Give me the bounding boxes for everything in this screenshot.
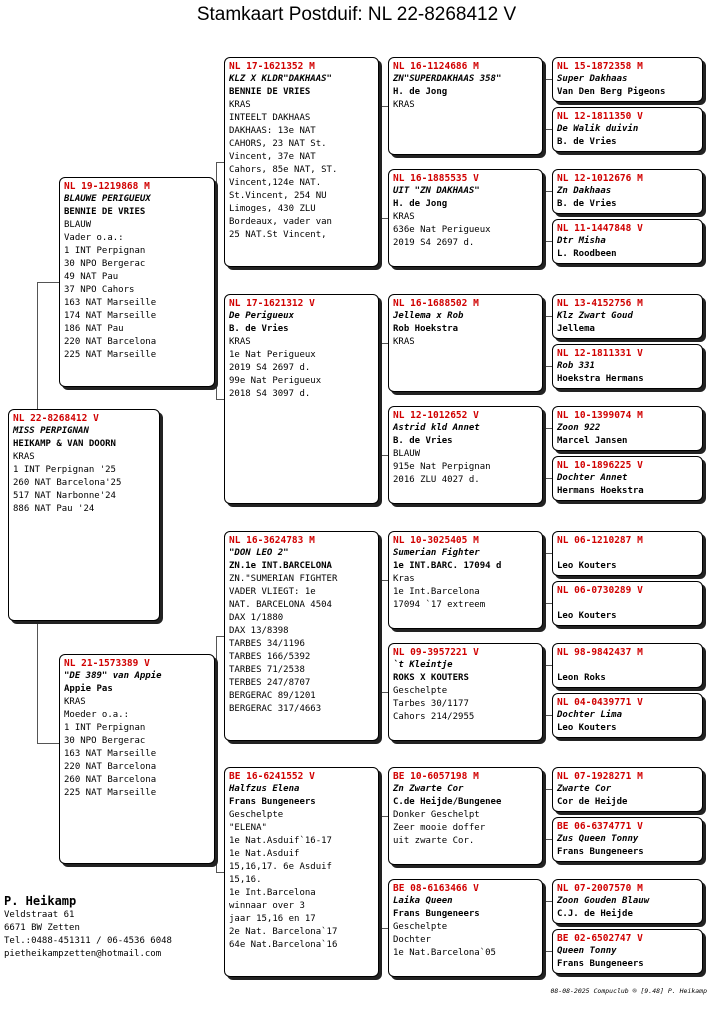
pigeon-detail-line: 37 NPO Cahors bbox=[64, 285, 135, 295]
pigeon-name: Zwarte Cor bbox=[557, 784, 612, 794]
pigeon-detail-line: CAHORS, 23 NAT St. bbox=[229, 139, 327, 149]
ring-number: NL 17-1621352 M bbox=[229, 61, 315, 72]
connector-line bbox=[380, 106, 388, 107]
pigeon-detail-line: 64e Nat.Barcelona`16 bbox=[229, 940, 338, 950]
footer-print-info: 08-08-2025 Compuclub ® [9.48] P. Heikamp bbox=[550, 987, 707, 995]
connector-line bbox=[544, 428, 552, 429]
pigeon-detail-line: 49 NAT Pau bbox=[64, 272, 119, 282]
pigeon-owner: Frans Bungeneers bbox=[557, 959, 644, 969]
pigeon-owner: C.J. de Heijde bbox=[557, 909, 633, 919]
pigeon-detail-line: 2019 S4 2697 d. bbox=[393, 238, 475, 248]
breeder-name: P. Heikamp bbox=[4, 894, 77, 908]
connector-line bbox=[380, 106, 381, 218]
pigeon-owner: Appie Pas bbox=[64, 684, 113, 694]
pigeon-detail-line: 517 NAT Narbonne'24 bbox=[13, 491, 116, 501]
pigeon-detail-line: DAKHAAS: 13e NAT bbox=[229, 126, 316, 136]
connector-line bbox=[544, 665, 545, 715]
pigeon-card-sss[interactable] bbox=[388, 57, 543, 155]
pigeon-detail-line: 2e Nat. Barcelona`17 bbox=[229, 927, 338, 937]
pigeon-owner: BENNIE DE VRIES bbox=[229, 87, 311, 97]
pigeon-owner: ROKS X KOUTERS bbox=[393, 673, 469, 683]
pigeon-detail-line: 1e Nat.Asduif`16-17 bbox=[229, 836, 332, 846]
connector-line bbox=[544, 951, 552, 952]
pigeon-detail-line: KRAS bbox=[64, 697, 86, 707]
pigeon-owner: Cor de Heijde bbox=[557, 797, 628, 807]
connector-line bbox=[544, 191, 552, 192]
pigeon-card-g5[interactable] bbox=[552, 294, 703, 339]
pigeon-detail-line: 1e Nat.Barcelona`05 bbox=[393, 948, 496, 958]
connector-line bbox=[216, 399, 224, 400]
pigeon-detail-line: TARBES 166/5392 bbox=[229, 652, 311, 662]
pigeon-detail-line: 174 NAT Marseille bbox=[64, 311, 157, 321]
pigeon-detail-line: 15,16,17. 6e Asduif bbox=[229, 862, 332, 872]
ring-number: NL 07-1928271 M bbox=[557, 771, 643, 782]
pigeon-detail-line: 30 NPO Bergerac bbox=[64, 259, 146, 269]
pigeon-card-dds[interactable] bbox=[388, 767, 543, 865]
connector-line bbox=[544, 191, 545, 241]
connector-line bbox=[544, 428, 545, 478]
ring-number: NL 11-1447848 V bbox=[557, 223, 643, 234]
ring-number: NL 10-3025405 M bbox=[393, 535, 479, 546]
ring-number: NL 16-1124686 M bbox=[393, 61, 479, 72]
connector-line bbox=[544, 789, 552, 790]
pigeon-owner: HEIKAMP & VAN DOORN bbox=[13, 439, 116, 449]
connector-line bbox=[544, 316, 552, 317]
pigeon-detail-line: Vader o.a.: bbox=[64, 233, 124, 243]
pigeon-card-g9[interactable] bbox=[552, 531, 703, 576]
pigeon-owner: BENNIE DE VRIES bbox=[64, 207, 146, 217]
pigeon-detail-line: ZN."SUMERIAN FIGHTER bbox=[229, 574, 338, 584]
pigeon-name: Rob 331 bbox=[557, 361, 595, 371]
pigeon-owner: 1e INT.BARC. 17094 d bbox=[393, 561, 502, 571]
connector-line bbox=[544, 316, 545, 366]
connector-line bbox=[544, 79, 552, 80]
ring-number: NL 12-1012652 V bbox=[393, 410, 479, 421]
pigeon-detail-line: Geschelpte bbox=[393, 922, 448, 932]
ring-number: NL 17-1621312 V bbox=[229, 298, 315, 309]
pigeon-name: Klz Zwart Goud bbox=[557, 311, 633, 321]
ring-number: NL 12-1811331 V bbox=[557, 348, 643, 359]
pigeon-detail-line: 2016 ZLU 4027 d. bbox=[393, 475, 480, 485]
connector-line bbox=[37, 743, 59, 744]
pigeon-detail-line: BLAUW bbox=[393, 449, 421, 459]
connector-line bbox=[380, 580, 388, 581]
pigeon-detail-line: KRAS bbox=[393, 337, 415, 347]
pigeon-name: Dtr Misha bbox=[557, 236, 606, 246]
pigeon-detail-line: "ELENA" bbox=[229, 823, 267, 833]
pigeon-owner: ZN.1e INT.BARCELONA bbox=[229, 561, 332, 571]
pigeon-name: ZN"SUPERDAKHAAS 358" bbox=[393, 74, 502, 84]
pigeon-detail-line: DAX 1/1880 bbox=[229, 613, 284, 623]
pigeon-detail-line: Vincent, 37e NAT bbox=[229, 152, 316, 162]
pigeon-detail-line: BLAUW bbox=[64, 220, 92, 230]
pigeon-card-g16[interactable] bbox=[552, 929, 703, 974]
pigeon-name: De Perigueux bbox=[229, 311, 295, 321]
connector-line bbox=[544, 553, 552, 554]
connector-line bbox=[216, 636, 217, 872]
ring-number: NL 22-8268412 V bbox=[13, 413, 99, 424]
pigeon-name: UIT "ZN DAKHAAS" bbox=[393, 186, 480, 196]
ring-number: NL 09-3957221 V bbox=[393, 647, 479, 658]
pigeon-detail-line: Kras bbox=[393, 574, 415, 584]
connector-line bbox=[544, 715, 552, 716]
pigeon-name: Zoon Gouden Blauw bbox=[557, 896, 650, 906]
ring-number: BE 10-6057198 M bbox=[393, 771, 479, 782]
pigeon-name: Dochter Lima bbox=[557, 710, 623, 720]
ring-number: NL 10-1399074 M bbox=[557, 410, 643, 421]
pigeon-name: Laika Queen bbox=[393, 896, 453, 906]
pigeon-detail-line: Geschelpte bbox=[393, 686, 448, 696]
pigeon-owner: Frans Bungeneers bbox=[393, 909, 480, 919]
pigeon-name bbox=[557, 597, 698, 610]
pigeon-detail-line: 30 NPO Bergerac bbox=[64, 736, 146, 746]
pigeon-card-g13[interactable] bbox=[552, 767, 703, 812]
pigeon-owner: B. de Vries bbox=[229, 324, 289, 334]
pigeon-detail-line: 163 NAT Marseille bbox=[64, 298, 157, 308]
pigeon-owner: Jellema bbox=[557, 324, 595, 334]
page-title: Stamkaart Postduif: NL 22-8268412 V bbox=[196, 4, 517, 25]
ring-number: NL 16-1688502 M bbox=[393, 298, 479, 309]
ring-number: NL 06-1210287 M bbox=[557, 535, 643, 546]
ring-number: BE 06-6374771 V bbox=[557, 821, 643, 832]
pigeon-name bbox=[557, 659, 698, 672]
pigeon-detail-line: 915e Nat Perpignan bbox=[393, 462, 491, 472]
connector-line bbox=[216, 162, 217, 399]
pigeon-detail-line: Geschelpte bbox=[229, 810, 284, 820]
pigeon-owner: L. Roodbeen bbox=[557, 249, 617, 259]
ring-number: NL 12-1012676 M bbox=[557, 173, 643, 184]
pigeon-name: Zoon 922 bbox=[557, 423, 601, 433]
breeder-phone: Tel.:0488-451311 / 06-4536 6048 bbox=[4, 936, 172, 946]
connector-line bbox=[37, 282, 59, 283]
connector-line bbox=[380, 218, 388, 219]
connector-line bbox=[544, 366, 552, 367]
breeder-city: 6671 BW Zetten bbox=[4, 923, 80, 933]
pigeon-card-dam-sire[interactable] bbox=[224, 531, 379, 741]
connector-line bbox=[544, 129, 552, 130]
pigeon-card-g14[interactable] bbox=[552, 817, 703, 862]
pigeon-detail-line: St.Vincent, 254 NU bbox=[229, 191, 327, 201]
pigeon-detail-line: 1 INT Perpignan bbox=[64, 246, 146, 256]
pigeon-detail-line: Vincent,124e NAT. bbox=[229, 178, 322, 188]
ring-number: NL 04-0439771 V bbox=[557, 697, 643, 708]
pigeon-card-g7[interactable] bbox=[552, 406, 703, 451]
pigeon-detail-line: BERGERAC 317/4663 bbox=[229, 704, 322, 714]
connector-line bbox=[37, 621, 38, 743]
pigeon-card-g8[interactable] bbox=[552, 456, 703, 501]
pigeon-detail-line: Tarbes 30/1177 bbox=[393, 699, 469, 709]
pigeon-detail-line: 17094 `17 extreem bbox=[393, 600, 486, 610]
pigeon-detail-line: 1 INT Perpignan bbox=[64, 723, 146, 733]
pigeon-detail-line: 225 NAT Marseille bbox=[64, 788, 157, 798]
connector-line bbox=[380, 343, 381, 455]
pigeon-card-dam[interactable] bbox=[59, 654, 215, 864]
pigeon-name: Dochter Annet bbox=[557, 473, 628, 483]
pigeon-name: MISS PERPIGNAN bbox=[13, 426, 89, 436]
pigeon-owner: Leo Kouters bbox=[557, 611, 617, 621]
pigeon-name: "DON LEO 2" bbox=[229, 548, 289, 558]
pigeon-detail-line: Bordeaux, vader van bbox=[229, 217, 332, 227]
connector-line bbox=[380, 928, 388, 929]
pigeon-detail-line: 220 NAT Barcelona bbox=[64, 337, 157, 347]
pigeon-owner: Hermans Hoekstra bbox=[557, 486, 644, 496]
pigeon-card-dam-dam[interactable] bbox=[224, 767, 379, 977]
pigeon-detail-line: 99e Nat Perigueux bbox=[229, 376, 322, 386]
pigeon-detail-line: 225 NAT Marseille bbox=[64, 350, 157, 360]
ring-number: NL 19-1219868 M bbox=[64, 181, 150, 192]
breeder-address bbox=[4, 893, 172, 961]
ring-number: NL 16-3624783 M bbox=[229, 535, 315, 546]
pigeon-card-g12[interactable] bbox=[552, 693, 703, 738]
pigeon-name: Zus Queen Tonny bbox=[557, 834, 639, 844]
pigeon-detail-line: 2018 S4 3097 d. bbox=[229, 389, 311, 399]
pigeon-card-sire[interactable] bbox=[59, 177, 215, 387]
pigeon-detail-line: KRAS bbox=[393, 100, 415, 110]
ring-number: BE 16-6241552 V bbox=[229, 771, 315, 782]
pigeon-detail-line: Cahors 214/2955 bbox=[393, 712, 475, 722]
pigeon-detail-line: 186 NAT Pau bbox=[64, 324, 124, 334]
connector-line bbox=[380, 455, 388, 456]
pigeon-card-g6[interactable] bbox=[552, 344, 703, 389]
pigeon-detail-line: winnaar over 3 bbox=[229, 901, 305, 911]
connector-line bbox=[544, 665, 552, 666]
breeder-email[interactable]: pietheikampzetten@hotmail.com bbox=[4, 949, 162, 959]
connector-line bbox=[216, 162, 224, 163]
pigeon-card-g2[interactable] bbox=[552, 107, 703, 152]
pigeon-detail-line: 25 NAT.St Vincent, bbox=[229, 230, 327, 240]
pigeon-detail-line: Donker Geschelpt bbox=[393, 810, 480, 820]
connector-line bbox=[544, 553, 545, 603]
pigeon-card-g4[interactable] bbox=[552, 219, 703, 264]
pigeon-detail-line: 1e Int.Barcelona bbox=[229, 888, 316, 898]
pigeon-detail-line: KRAS bbox=[229, 337, 251, 347]
pigeon-card-ddd[interactable] bbox=[388, 879, 543, 977]
ring-number: NL 21-1573389 V bbox=[64, 658, 150, 669]
pigeon-name: Sumerian Fighter bbox=[393, 548, 480, 558]
pigeon-owner: B. de Vries bbox=[557, 199, 617, 209]
connector-line bbox=[544, 789, 545, 839]
pigeon-name: BLAUWE PERIGUEUX bbox=[64, 194, 151, 204]
connector-line bbox=[544, 241, 552, 242]
connector-line bbox=[216, 872, 224, 873]
pigeon-detail-line: 886 NAT Pau '24 bbox=[13, 504, 95, 514]
pigeon-name: `t Kleintje bbox=[393, 660, 453, 670]
ring-number: NL 10-1896225 V bbox=[557, 460, 643, 471]
connector-line bbox=[544, 603, 552, 604]
ring-number: BE 08-6163466 V bbox=[393, 883, 479, 894]
pigeon-detail-line: TERBES 247/8707 bbox=[229, 678, 311, 688]
connector-line bbox=[544, 839, 552, 840]
ring-number: NL 13-4152756 M bbox=[557, 298, 643, 309]
connector-line bbox=[37, 282, 38, 409]
pigeon-detail-line: TARBES 34/1196 bbox=[229, 639, 305, 649]
pigeon-card-sds[interactable] bbox=[388, 294, 543, 392]
pigeon-owner: H. de Jong bbox=[393, 87, 448, 97]
pigeon-detail-line: Dochter bbox=[393, 935, 431, 945]
pigeon-detail-line: KRAS bbox=[393, 212, 415, 222]
pigeon-name: Halfzus Elena bbox=[229, 784, 300, 794]
pigeon-card-ssd[interactable] bbox=[388, 169, 543, 267]
pigeon-detail-line: Cahors, 85e NAT, ST. bbox=[229, 165, 338, 175]
connector-line bbox=[544, 901, 545, 951]
pigeon-detail-line: 2019 S4 2697 d. bbox=[229, 363, 311, 373]
pigeon-detail-line: KRAS bbox=[13, 452, 35, 462]
pigeon-detail-line: INTEELT DAKHAAS bbox=[229, 113, 311, 123]
pigeon-detail-line: 1e Nat Perigueux bbox=[229, 350, 316, 360]
pigeon-card-sdd[interactable] bbox=[388, 406, 543, 504]
pigeon-detail-line: VADER VLIEGT: 1e bbox=[229, 587, 316, 597]
pigeon-owner: Frans Bungeneers bbox=[557, 847, 644, 857]
pigeon-card-subject[interactable] bbox=[8, 409, 160, 621]
pigeon-detail-line: jaar 15,16 en 17 bbox=[229, 914, 316, 924]
pigeon-detail-line: 260 NAT Barcelona bbox=[64, 775, 157, 785]
pigeon-detail-line: 1 INT Perpignan '25 bbox=[13, 465, 116, 475]
pigeon-name: Queen Tonny bbox=[557, 946, 617, 956]
pigeon-card-g10[interactable] bbox=[552, 581, 703, 626]
connector-line bbox=[380, 816, 381, 928]
pigeon-owner: Van Den Berg Pigeons bbox=[557, 87, 666, 97]
pigeon-name: "DE 389" van Appie bbox=[64, 671, 162, 681]
ring-number: NL 12-1811350 V bbox=[557, 111, 643, 122]
pigeon-owner: B. de Vries bbox=[393, 436, 453, 446]
pigeon-owner: C.de Heijde/Bungenee bbox=[393, 797, 502, 807]
breeder-street: Veldstraat 61 bbox=[4, 910, 75, 920]
pigeon-detail-line: Moeder o.a.: bbox=[64, 710, 130, 720]
pigeon-detail-line: 15,16. bbox=[229, 875, 262, 885]
ring-number: NL 16-1885535 V bbox=[393, 173, 479, 184]
ring-number: NL 15-1872358 M bbox=[557, 61, 643, 72]
pigeon-detail-line: Zeer mooie doffer bbox=[393, 823, 486, 833]
pigeon-detail-line: uit zwarte Cor. bbox=[393, 836, 475, 846]
pigeon-name: Jellema x Rob bbox=[393, 311, 464, 321]
connector-line bbox=[380, 343, 388, 344]
connector-line bbox=[544, 478, 552, 479]
pigeon-detail-line: TARBES 71/2538 bbox=[229, 665, 305, 675]
connector-line bbox=[380, 816, 388, 817]
pigeon-owner: Frans Bungeneers bbox=[229, 797, 316, 807]
pigeon-owner: Marcel Jansen bbox=[557, 436, 628, 446]
pigeon-detail-line: 1e Nat.Asduif bbox=[229, 849, 300, 859]
pigeon-card-dsd[interactable] bbox=[388, 643, 543, 741]
pigeon-card-sire-sire[interactable] bbox=[224, 57, 379, 267]
connector-line bbox=[380, 580, 381, 692]
pigeon-detail-line: DAX 13/8398 bbox=[229, 626, 289, 636]
pigeon-card-g3[interactable] bbox=[552, 169, 703, 214]
pigeon-name: Zn Zwarte Cor bbox=[393, 784, 464, 794]
pigeon-owner: H. de Jong bbox=[393, 199, 448, 209]
pigeon-card-g11[interactable] bbox=[552, 643, 703, 688]
pigeon-owner: B. de Vries bbox=[557, 137, 617, 147]
connector-line bbox=[216, 636, 224, 637]
pigeon-card-g1[interactable] bbox=[552, 57, 703, 102]
pigeon-name: KLZ X KLDR"DAKHAAS" bbox=[229, 74, 332, 84]
pigeon-detail-line: NAT. BARCELONA 4504 bbox=[229, 600, 332, 610]
pigeon-name: Zn Dakhaas bbox=[557, 186, 612, 196]
pigeon-detail-line: 220 NAT Barcelona bbox=[64, 762, 157, 772]
connector-line bbox=[380, 692, 388, 693]
pigeon-card-sire-dam[interactable] bbox=[224, 294, 379, 504]
pigeon-owner: Hoekstra Hermans bbox=[557, 374, 644, 384]
ring-number: NL 06-0730289 V bbox=[557, 585, 643, 596]
pigeon-detail-line: 1e Int.Barcelona bbox=[393, 587, 480, 597]
connector-line bbox=[544, 79, 545, 129]
pigeon-detail-line: 636e Nat Perigueux bbox=[393, 225, 491, 235]
pigeon-detail-line: 260 NAT Barcelona'25 bbox=[13, 478, 122, 488]
pigeon-detail-line: 163 NAT Marseille bbox=[64, 749, 157, 759]
connector-line bbox=[544, 901, 552, 902]
ring-number: NL 98-9842437 M bbox=[557, 647, 643, 658]
ring-number: NL 07-2007570 M bbox=[557, 883, 643, 894]
pigeon-name: Astrid kld Annet bbox=[393, 423, 480, 433]
pigeon-name: Super Dakhaas bbox=[557, 74, 628, 84]
pigeon-detail-line: KRAS bbox=[229, 100, 251, 110]
pigeon-detail-line: BERGERAC 89/1201 bbox=[229, 691, 316, 701]
pigeon-card-g15[interactable] bbox=[552, 879, 703, 924]
pigeon-name: De Walik duivin bbox=[557, 124, 639, 134]
pigeon-name bbox=[557, 547, 698, 560]
pigeon-card-dss[interactable] bbox=[388, 531, 543, 629]
pigeon-owner: Leon Roks bbox=[557, 673, 606, 683]
pigeon-owner: Rob Hoekstra bbox=[393, 324, 459, 334]
ring-number: BE 02-6502747 V bbox=[557, 933, 643, 944]
pigeon-detail-line: Limoges, 430 ZLU bbox=[229, 204, 316, 214]
pigeon-owner: Leo Kouters bbox=[557, 561, 617, 571]
pigeon-owner: Leo Kouters bbox=[557, 723, 617, 733]
